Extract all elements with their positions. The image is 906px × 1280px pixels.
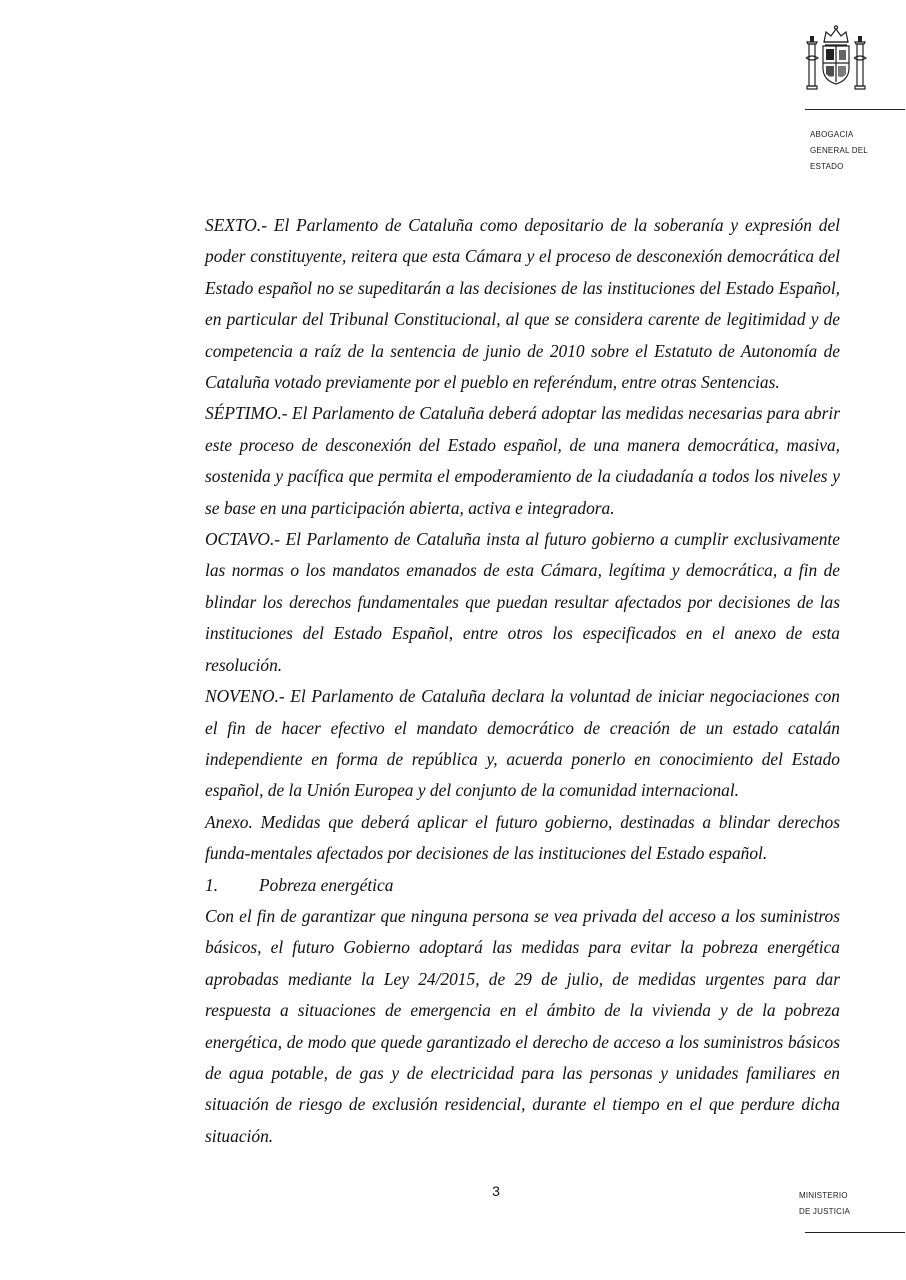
paragraph-octavo: OCTAVO.- El Parlamento de Cataluña insta al futuro gobierno a cumplir exclusivamente las normas o los mandatos emanados de esta Cámara, legítima y democrática, a fin de blindar los derechos fundamentales que puedan resultar afectados por decisiones de las instituciones del Estado Español, entre otros los especificados en el anexo de esta resolución. — [205, 529, 840, 675]
agency-label — [810, 127, 868, 175]
paragraph-noveno: NOVENO.- El Parlamento de Cataluña declara la voluntad de iniciar negociaciones con el fin de hacer efectivo el mandato democrático de creación de un estado catalán independiente en forma de república y, acuerda ponerlo en conocimiento del Estado español, de la Unión Europea y del conjunto de la comunidad internacional. — [205, 686, 840, 801]
page-number: 3 — [492, 1183, 500, 1199]
paragraph-anexo: Anexo. Medidas que deberá aplicar el futuro gobierno, destinadas a blindar derechos funda-mentales afectados por decisiones de las instituciones del Estado español. — [205, 811, 840, 864]
agency-label-line: GENERAL DEL — [810, 146, 868, 155]
paragraph-pobreza-energetica: Con el fin de garantizar que ninguna persona se vea privada del acceso a los suministros básicos, el futuro Gobierno adoptará las medidas para evitar la pobreza energética aprobadas mediante la Ley 24/2015, de 29 de julio, de medidas urgentes para dar respuesta a situaciones de emergencia en el ámbito de la vivienda y de la pobreza energética, de modo que quede garantizado el derecho de acceso a los suministros básicos de agua potable, de gas y de electricidad para las personas y unidades familiares en situación de riesgo de exclusión residencial, durante el tiempo en el que perdure dicha situación. — [205, 905, 840, 1146]
paragraph-septimo: SÉPTIMO.- El Parlamento de Cataluña deberá adoptar las medidas necesarias para abrir este proceso de desconexión del Estado español, de una manera democrática, masiva, sostenida y pacífica que permita el empoderamiento de la ciudadanía a todos los niveles y se base en una participación abierta, activa e integradora. — [205, 403, 840, 518]
agency-label-line: ABOGACIA — [810, 130, 854, 139]
paragraph-sexto: SEXTO.- El Parlamento de Cataluña como depositario de la soberanía y expresión del poder constituyente, reitera que esta Cámara y el proceso de desconexión democrática del Estado español no se supeditarán a las decisiones de las instituciones del Estado Español, en particular del Tribunal Constitucional, al que se considera carente de legitimidad y de competencia a raíz de la sentencia de junio de 2010 sobre el Estatuto de Autonomía de Cataluña votado previamente por el pueblo en referéndum, entre otras Sentencias. — [205, 215, 840, 393]
agency-label-line: ESTADO — [810, 162, 844, 171]
ministry-label-line: MINISTERIO — [799, 1191, 848, 1200]
ministry-label-line: DE JUSTICIA — [799, 1207, 851, 1216]
ministry-label — [799, 1188, 850, 1220]
footer-rule — [805, 1232, 905, 1233]
document-body — [205, 210, 840, 1152]
coat-of-arms-icon — [804, 24, 868, 94]
section-heading — [205, 870, 840, 901]
section-title: Pobreza energética — [259, 874, 394, 895]
section-number: 1. — [205, 874, 219, 895]
header-rule — [805, 109, 905, 110]
